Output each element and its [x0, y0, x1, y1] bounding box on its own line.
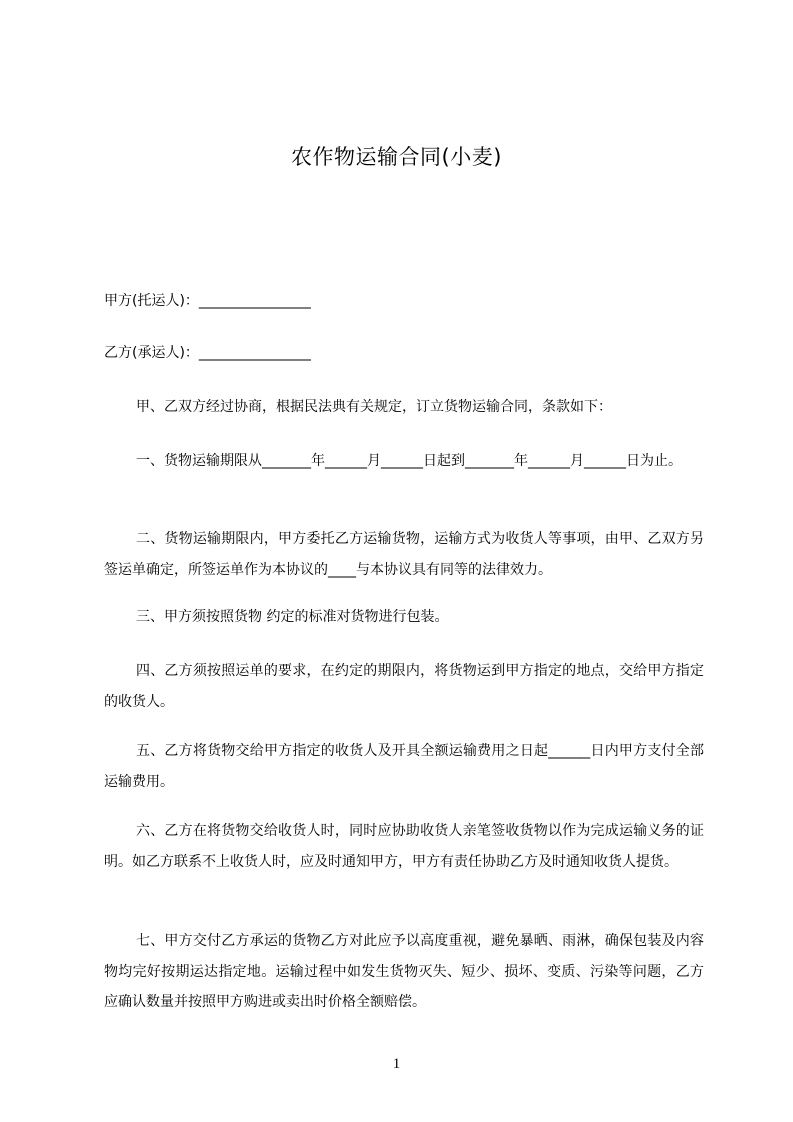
clause-1: 一、货物运输期限从_______年______月______日起到_______年______月______日为止。	[136, 453, 682, 469]
clause-3: 三、甲方须按照货物 约定的标准对货物进行包装。	[136, 609, 449, 625]
clause-2: 二、货物运输期限内，甲方委托乙方运输货物，运输方式为收货人等事项，由甲、乙双方另签运单确定，所签运单作为本协议的____与本协议具有同等的法律效力。	[104, 531, 704, 578]
document-title: 农作物运输合同(小麦)	[291, 145, 502, 169]
clause-5: 五、乙方将货物交给甲方指定的收货人及开具全额运输费用之日起______日内甲方支付全部运输费用。	[104, 743, 704, 790]
party-b-line: 乙方(承运人)：________________	[104, 345, 311, 361]
page-number: 1	[392, 1056, 401, 1072]
clause-6: 六、乙方在将货物交给收货人时，同时应协助收货人亲笔签收货物以作为完成运输义务的证明。如乙方联系不上收货人时，应及时通知甲方，甲方有责任协助乙方及时通知收货人提货。	[104, 823, 704, 870]
clause-4: 四、乙方须按照运单的要求，在约定的期限内，将货物运到甲方指定的地点，交给甲方指定的收货人。	[104, 663, 704, 710]
clause-7: 七、甲方交付乙方承运的货物乙方对此应予以高度重视，避免暴晒、雨淋，确保包装及内容物均完好按期运达指定地。运输过程中如发生货物灭失、短少、损坏、变质、污染等问题，乙方应确认数量并按照甲方购进或卖出时价格全额赔偿。	[104, 933, 704, 1011]
intro-paragraph: 甲、乙双方经过协商，根据民法典有关规定，订立货物运输合同，条款如下：	[136, 399, 612, 415]
party-a-line: 甲方(托运人)：________________	[104, 293, 311, 309]
